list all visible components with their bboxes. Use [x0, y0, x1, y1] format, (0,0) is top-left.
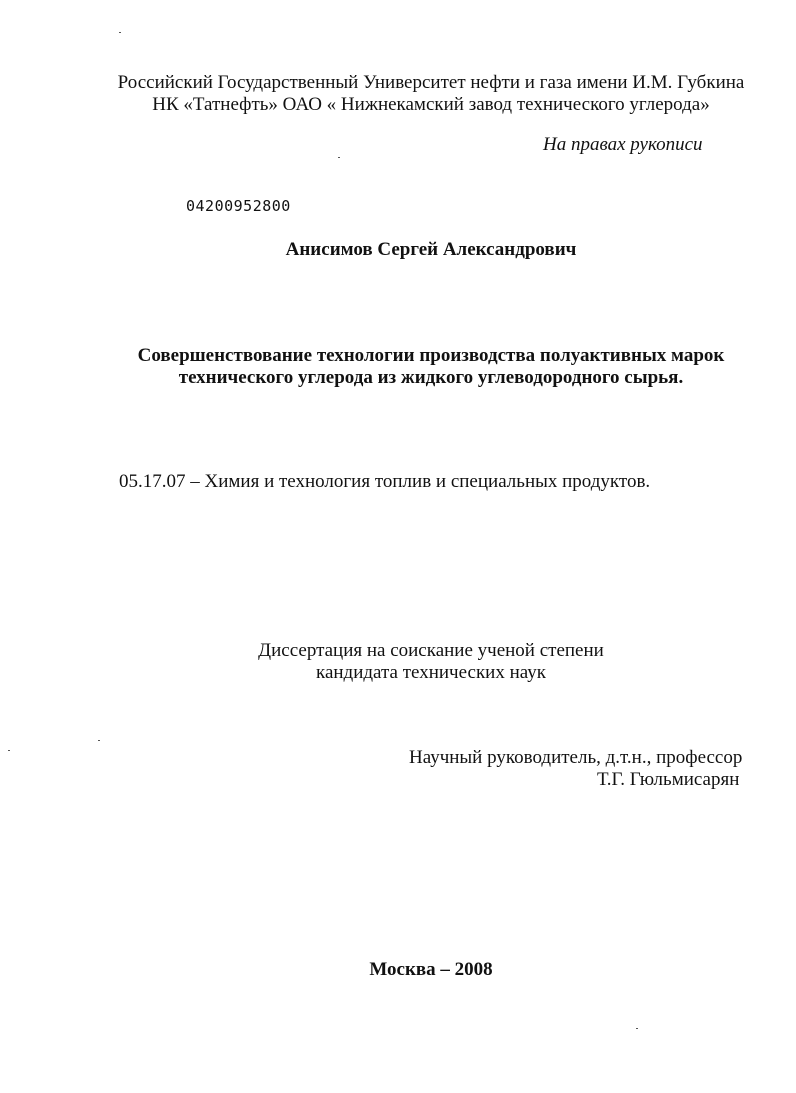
scan-speck [338, 157, 340, 158]
scan-speck [636, 1028, 638, 1029]
thesis-title-line1: Совершенствование технологии производства полуактивных марок [137, 345, 725, 366]
catalog-number: 04200952800 [186, 197, 291, 215]
supervisor-name: Т.Г. Гюльмисарян [597, 769, 740, 790]
supervisor-title: Научный руководитель, д.т.н., профессор [409, 747, 743, 768]
thesis-title-line2: технического углерода из жидкого углеводородного сырья. [178, 367, 684, 388]
university-line: Российский Государственный Университет нефти и газа имени И.М. Губкина [117, 72, 745, 93]
degree-line1: Диссертация на соискание ученой степени [258, 640, 604, 661]
specialty-code: 05.17.07 – Химия и технология топлив и специальных продуктов. [119, 471, 651, 492]
degree-line2: кандидата технических наук [316, 662, 546, 683]
scan-speck [119, 32, 121, 33]
scan-speck [8, 750, 10, 751]
scan-speck [98, 740, 100, 741]
author-name: Анисимов Сергей Александрович [285, 239, 577, 260]
company-line: НК «Татнефть» ОАО « Нижнекамский завод технического углерода» [152, 94, 710, 115]
city-year: Москва – 2008 [369, 959, 493, 980]
rights-note: На правах рукописи [543, 134, 703, 155]
